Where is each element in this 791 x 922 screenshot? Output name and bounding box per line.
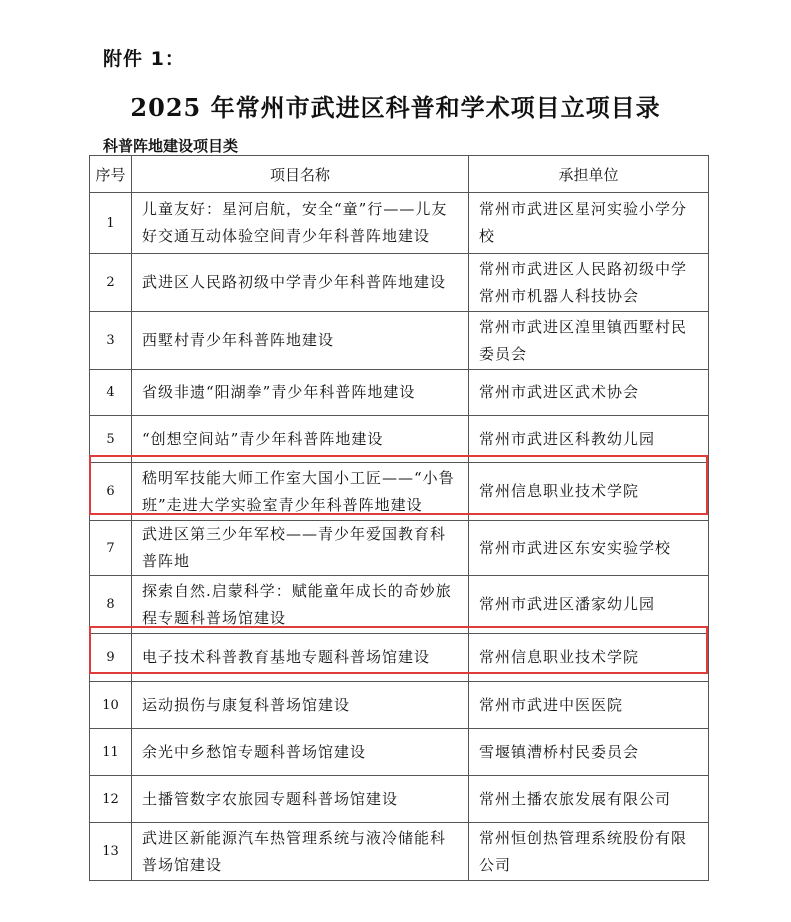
project-name: 余光中乡愁馆专题科普场馆建设 (132, 729, 469, 776)
document-title: 2025 年常州市武进区科普和学术项目立项目录 (130, 93, 661, 122)
organization: 常州市武进区武术协会 (469, 370, 709, 416)
organization: 常州恒创热管理系统股份有限公司 (469, 823, 709, 881)
project-name: 西墅村青少年科普阵地建设 (132, 312, 469, 370)
organization: 常州市武进区人民路初级中学常州市机器人科技协会 (469, 254, 709, 312)
table-row (90, 682, 709, 729)
table-row (90, 370, 709, 416)
organization: 常州市武进区湟里镇西墅村民委员会 (469, 312, 709, 370)
organization: 常州信息职业技术学院 (469, 463, 709, 521)
project-name: 武进区新能源汽车热管理系统与液冷储能科普场馆建设 (132, 823, 469, 881)
column-header-no: 序号 (90, 156, 132, 193)
organization: 常州市武进中医医院 (469, 682, 709, 729)
organization: 常州土播农旅发展有限公司 (469, 776, 709, 823)
row-number: 13 (90, 823, 132, 881)
row-number: 2 (90, 254, 132, 312)
column-header-name: 项目名称 (132, 156, 469, 193)
project-name: 嵇明军技能大师工作室大国小工匠——“小鲁班”走进大学实验室青少年科普阵地建设 (132, 463, 469, 521)
row-number: 4 (90, 370, 132, 416)
project-name: 电子技术科普教育基地专题科普场馆建设 (132, 634, 469, 682)
table-row (90, 254, 709, 312)
attachment-label: 附件 1： (103, 48, 185, 70)
project-name: 省级非遗“阳湖拳”青少年科普阵地建设 (132, 370, 469, 416)
table-row (90, 823, 709, 881)
organization: 常州市武进区东安实验学校 (469, 521, 709, 576)
row-number: 8 (90, 576, 132, 634)
table-row (90, 634, 709, 682)
table-row (90, 312, 709, 370)
project-name: 土播管数字农旅园专题科普场馆建设 (132, 776, 469, 823)
row-number: 3 (90, 312, 132, 370)
row-number: 9 (90, 634, 132, 682)
organization: 常州信息职业技术学院 (469, 634, 709, 682)
row-number: 5 (90, 416, 132, 463)
project-table (89, 155, 709, 881)
table-row (90, 193, 709, 254)
table-row (90, 776, 709, 823)
row-number: 11 (90, 729, 132, 776)
row-number: 10 (90, 682, 132, 729)
project-name: 武进区人民路初级中学青少年科普阵地建设 (132, 254, 469, 312)
table-row (90, 729, 709, 776)
row-number: 1 (90, 193, 132, 254)
organization: 常州市武进区科教幼儿园 (469, 416, 709, 463)
row-number: 7 (90, 521, 132, 576)
project-name: 运动损伤与康复科普场馆建设 (132, 682, 469, 729)
table-row (90, 463, 709, 521)
table-header-row (90, 156, 709, 193)
row-number: 6 (90, 463, 132, 521)
organization: 常州市武进区星河实验小学分校 (469, 193, 709, 254)
table-row (90, 521, 709, 576)
row-number: 12 (90, 776, 132, 823)
table-row (90, 416, 709, 463)
project-name: 武进区第三少年军校——青少年爱国教育科普阵地 (132, 521, 469, 576)
organization: 雪堰镇漕桥村民委员会 (469, 729, 709, 776)
column-header-org: 承担单位 (469, 156, 709, 193)
project-name: 探索自然.启蒙科学：赋能童年成长的奇妙旅程专题科普场馆建设 (132, 576, 469, 634)
project-name: “创想空间站”青少年科普阵地建设 (132, 416, 469, 463)
organization: 常州市武进区潘家幼儿园 (469, 576, 709, 634)
category-heading: 科普阵地建设项目类 (103, 137, 239, 155)
project-name: 儿童友好：星河启航，安全“童”行——儿友好交通互动体验空间青少年科普阵地建设 (132, 193, 469, 254)
table-row (90, 576, 709, 634)
